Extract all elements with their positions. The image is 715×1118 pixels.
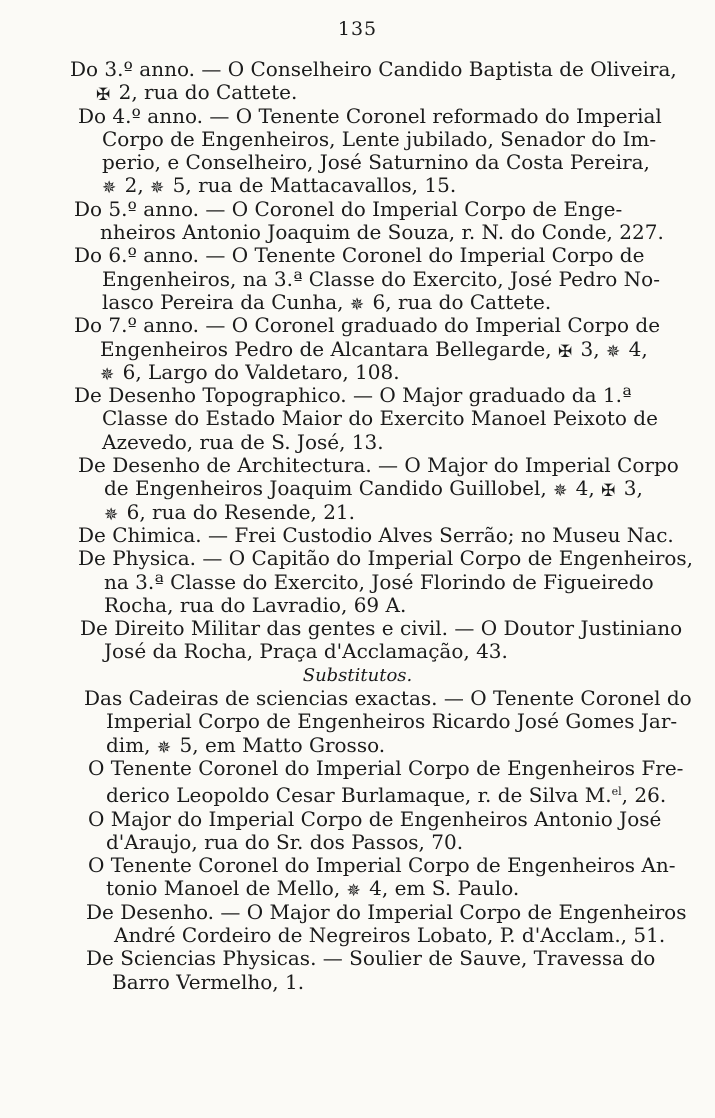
entry-0 (70, 57, 677, 106)
entry-3 (74, 244, 673, 314)
entry-line: ✵ 6, rua do Resende, 21. (104, 499, 356, 525)
entry-line: perio, e Conselheiro, José Saturnino da Costa Pereira, (102, 150, 650, 175)
entry-line: O Tenente Coronel do Imperial Corpo de Engenheiros Fre- (88, 755, 684, 780)
entry-7 (78, 524, 673, 547)
entry-8 (78, 546, 694, 617)
entry-line: Das Cadeiras de sciencias exactas. — O Tenente Coronel do (84, 686, 692, 711)
entry-line: De Sciencias Physicas. — Soulier de Sauve, Travessa do (86, 946, 656, 971)
entry-line: Classe do Estado Maior do Exercito Manoel Peixoto de (102, 406, 658, 431)
entry-line: André Cordeiro de Negreiros Lobato, P. d'Acclam., 51. (114, 922, 666, 947)
entry-15 (86, 899, 687, 948)
order-star-icon: ✵ (104, 504, 119, 525)
entry-9 (80, 616, 683, 664)
entry-4 (74, 314, 673, 384)
entry-12 (88, 755, 684, 808)
entry-line: nheiros Antonio Joaquim de Souza, r. N. do Conde, 227. (100, 220, 664, 245)
entry-line: Azevedo, rua de S. José, 13. (102, 429, 384, 454)
entry-line: ✵ 2, ✵ 5, rua de Mattacavallos, 15. (102, 173, 457, 199)
entry-line: De Desenho. — O Major do Imperial Corpo de Engenheiros (86, 899, 687, 924)
entry-5 (74, 384, 673, 454)
entry-line: de Engenheiros Joaquim Candido Guillobel, ✵ 4, ✠ 3, (104, 476, 643, 502)
entry-line: lasco Pereira da Cunha, ✵ 6, rua do Cattete. (102, 289, 552, 315)
order-star-icon: ✵ (346, 881, 361, 902)
entry-line: De Physica. — O Capitão do Imperial Corpo de Engenheiros, (78, 546, 694, 571)
entry-line: d'Araujo, rua do Sr. dos Passos, 70. (106, 829, 464, 854)
order-star-icon: ✵ (606, 341, 621, 362)
faculty-list (0, 58, 715, 994)
entry-13 (88, 808, 673, 855)
entry-16 (86, 947, 673, 994)
entry-6 (78, 453, 679, 525)
entry-line: Engenheiros, na 3.ª Classe do Exercito, José Pedro No- (102, 266, 660, 291)
entry-line: De Desenho de Architectura. — O Major do Imperial Corpo (78, 453, 679, 478)
entry-line: dim, ✵ 5, em Matto Grosso. (106, 732, 386, 758)
order-star-icon: ✵ (349, 294, 365, 315)
entry-14 (88, 853, 676, 902)
order-star-icon: ✵ (150, 178, 165, 199)
entry-line: De Chimica. — Frei Custodio Alves Serrão; no Museu Nac. (78, 522, 674, 547)
page-number: 135 (337, 18, 378, 40)
entry-line: Engenheiros Pedro de Alcantara Bellegarde, ✠ 3, ✵ 4, (100, 336, 648, 362)
entry-line: Do 5.º anno. — O Coronel do Imperial Corpo de Enge- (74, 196, 623, 221)
entry-line: Corpo de Engenheiros, Lente jubilado, Senador do Im- (102, 126, 657, 151)
order-star-icon: ✵ (102, 178, 117, 199)
entry-line: Imperial Corpo de Engenheiros Ricardo José Gomes Jar- (106, 709, 678, 734)
entry-1 (78, 105, 673, 198)
order-cross-icon: ✠ (601, 481, 616, 502)
entry-line: Do 7.º anno. — O Coronel graduado do Imperial Corpo de (74, 313, 661, 338)
entry-line: Barro Vermelho, 1. (112, 969, 305, 994)
entry-line: Do 3.º anno. — O Conselheiro Candido Baptista de Oliveira, (70, 57, 677, 81)
entry-line: tonio Manoel de Mello, ✵ 4, em S. Paulo. (106, 876, 520, 902)
entry-line: ✵ 6, Largo do Valdetaro, 108. (100, 359, 400, 385)
entry-line: na 3.ª Classe do Exercito, José Florindo de Figueiredo (104, 569, 654, 594)
entry-line: Rocha, rua do Lavradio, 69 A. (104, 592, 407, 617)
order-star-icon: ✵ (156, 737, 172, 758)
order-star-icon: ✵ (100, 364, 115, 385)
entry-line: De Desenho Topographico. — O Major graduado da 1.ª (74, 383, 632, 408)
entry-line: O Major do Imperial Corpo de Engenheiros Antonio José (88, 806, 662, 831)
entry-line: O Tenente Coronel do Imperial Corpo de Engenheiros An- (88, 853, 676, 878)
order-cross-icon: ✠ (557, 341, 573, 362)
order-cross-icon: ✠ (96, 85, 111, 106)
entry-line: derico Leopoldo Cesar Burlamaque, r. de Silva M.$^{el}$, 26. (106, 783, 667, 808)
entry-2 (74, 198, 673, 245)
section-heading: Substitutos. (302, 664, 413, 686)
entry-line: Do 4.º anno. — O Tenente Coronel reformado do Imperial (78, 103, 662, 128)
entry-line: José da Rocha, Praça d'Acclamação, 43. (104, 639, 508, 664)
order-star-icon: ✵ (553, 481, 568, 502)
entry-line: ✠ 2, rua do Cattete. (96, 80, 298, 106)
entry-11 (84, 686, 692, 758)
entry-line: Do 6.º anno. — O Tenente Coronel do Imperial Corpo de (74, 243, 645, 268)
entry-line: De Direito Militar das gentes e civil. — O Doutor Justiniano (80, 616, 683, 641)
